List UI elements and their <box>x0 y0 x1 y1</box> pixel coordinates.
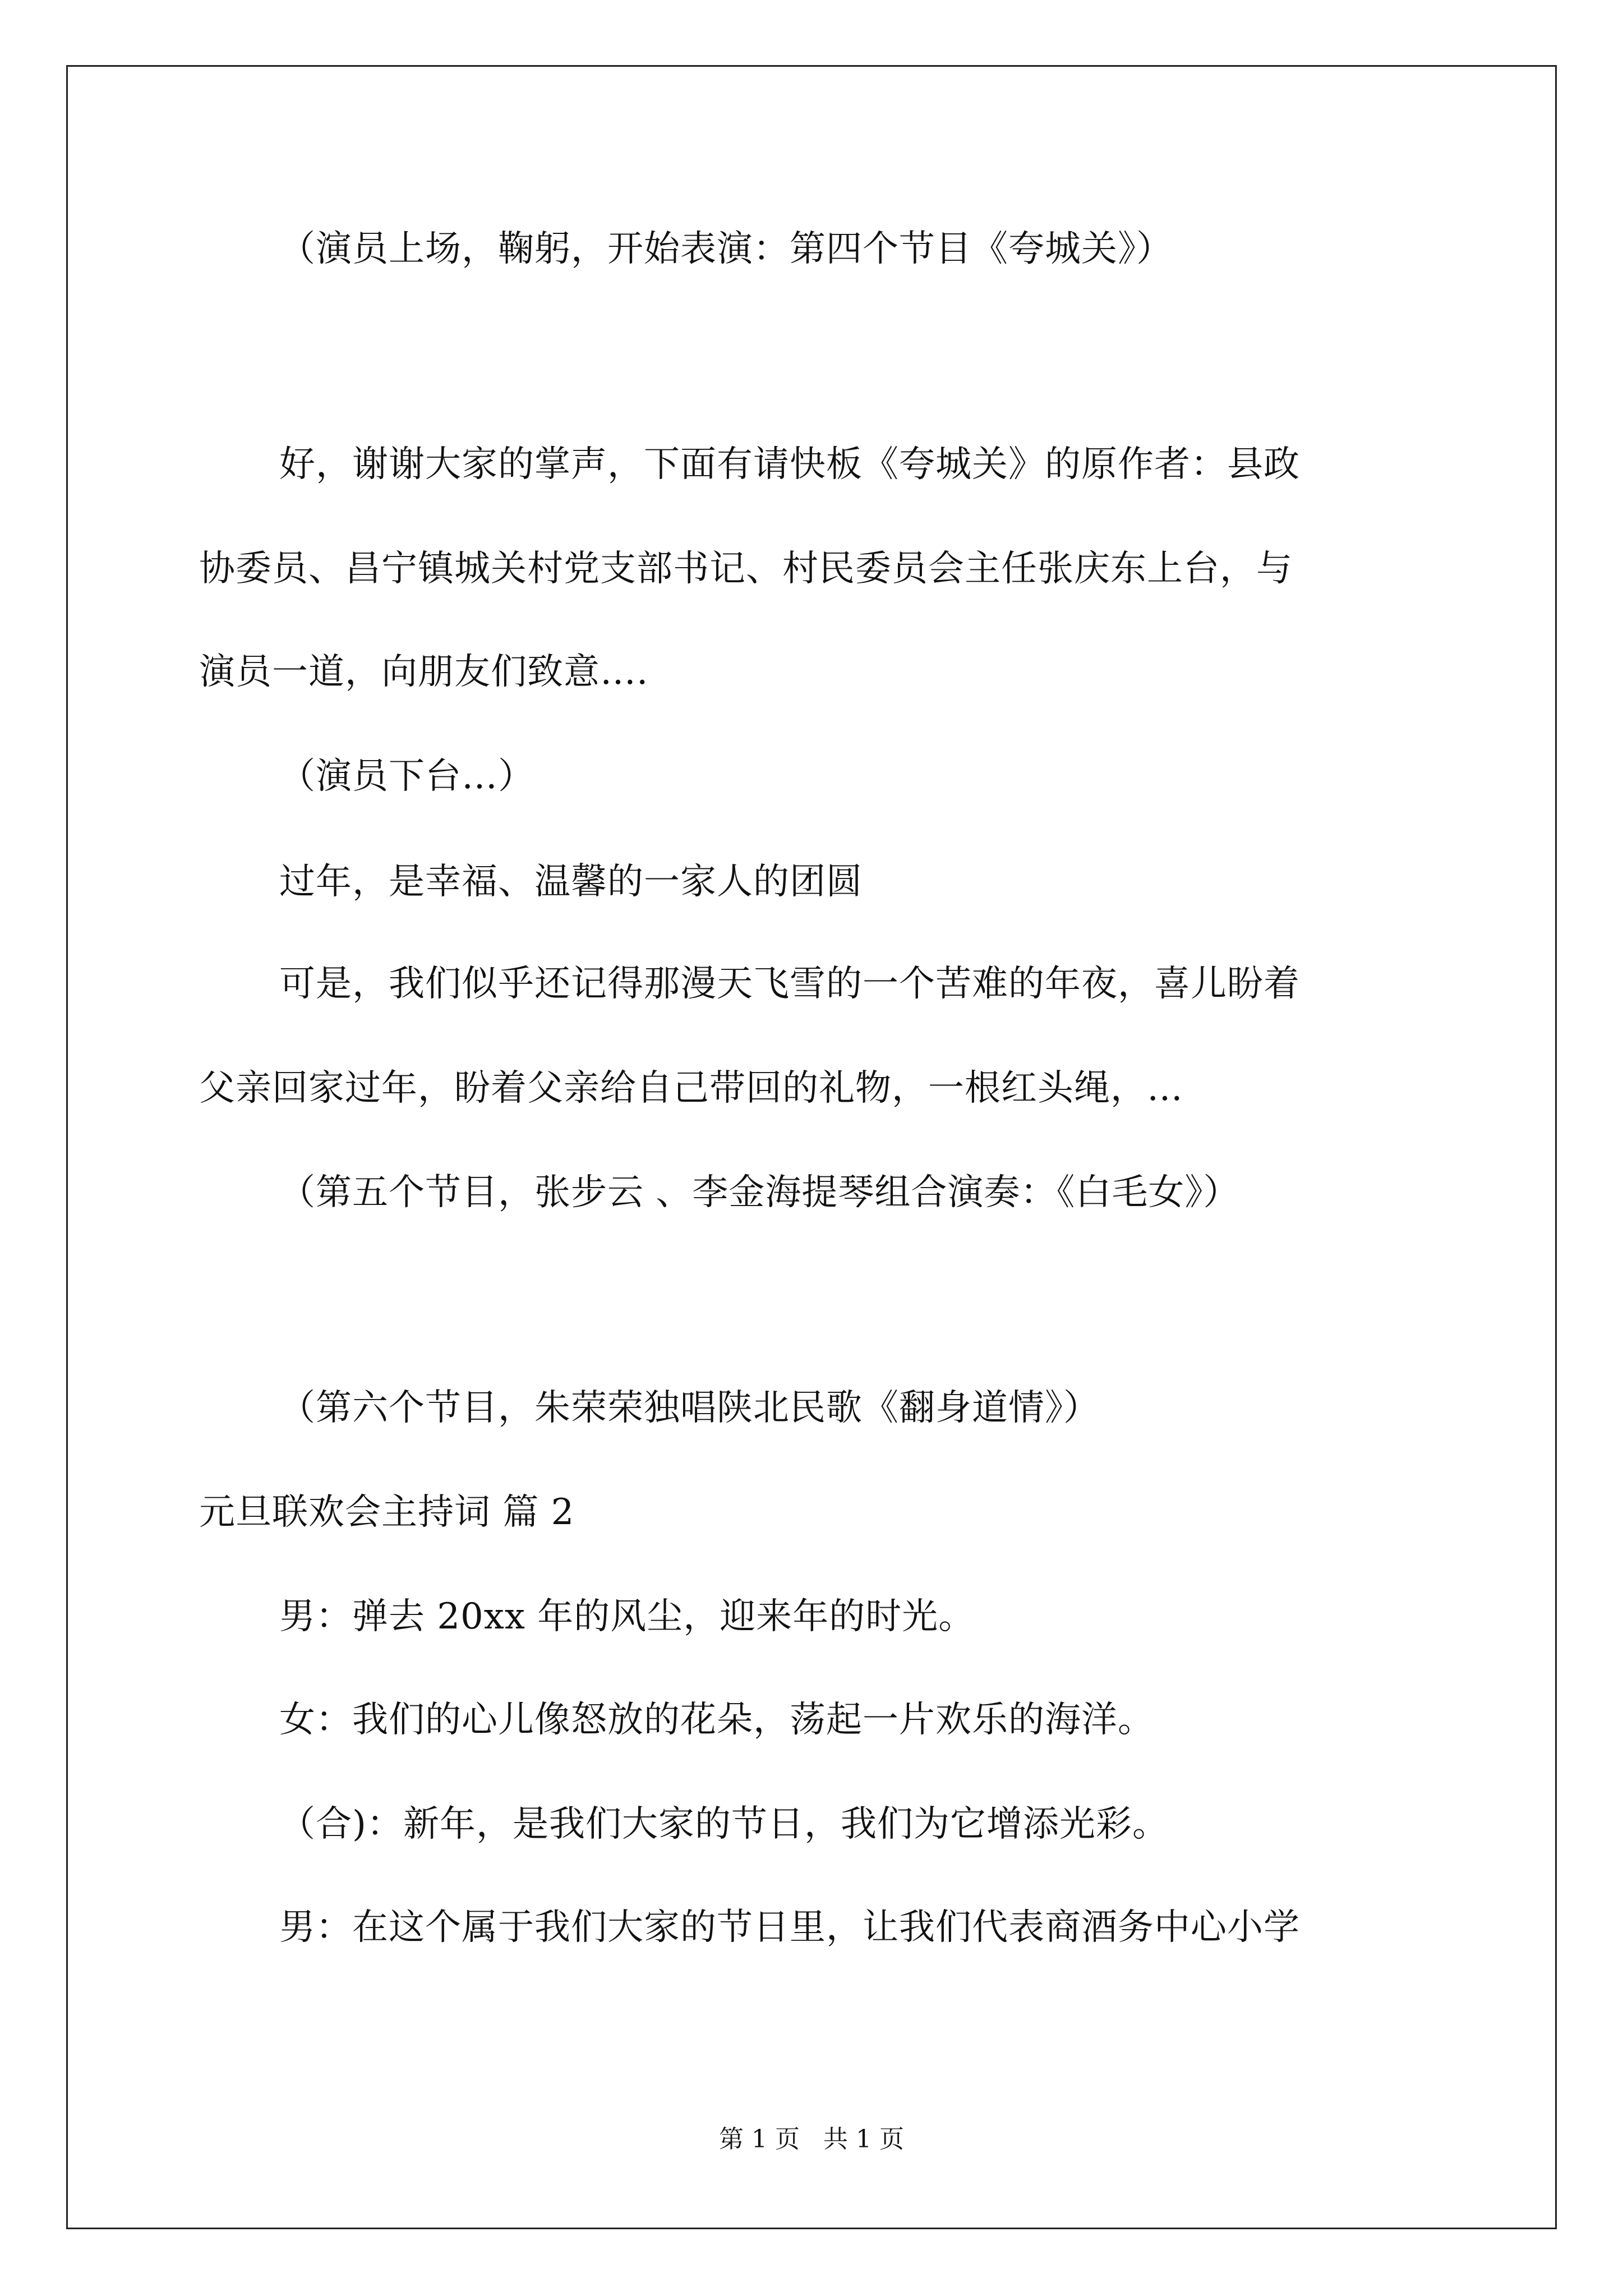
stage-direction-line: （第六个节目，朱荣荣独唱陕北民歌《翻身道情》） <box>279 1387 1100 1429</box>
paragraph-line: 好，谢谢大家的掌声，下面有请快板《夸城关》的原作者：县政 <box>279 444 1300 485</box>
section-heading: 元旦联欢会主持词 篇 2 <box>199 1492 575 1533</box>
paragraph-line: 过年，是幸福、温馨的一家人的团圆 <box>279 861 863 903</box>
dialogue-line: （合)：新年，是我们大家的节日，我们为它增添光彩。 <box>279 1803 1169 1845</box>
dialogue-line: 女：我们的心儿像怒放的花朵，荡起一片欢乐的海洋。 <box>279 1699 1154 1741</box>
stage-direction-line: （演员上场，鞠躬，开始表演：第四个节目《夸城关》） <box>279 228 1173 270</box>
page-footer: 第 1 页 共 1 页 <box>719 2125 904 2154</box>
stage-direction-line: （演员下台…） <box>279 756 534 797</box>
dialogue-line: 男：在这个属于我们大家的节日里，让我们代表商酒务中心小学 <box>279 1907 1300 1948</box>
stage-direction-line: （第五个节目，张步云 、李金海提琴组合演奏：《白毛女》） <box>279 1172 1240 1213</box>
paragraph-line: 可是，我们似乎还记得那漫天飞雪的一个苦难的年夜，喜儿盼着 <box>279 963 1300 1005</box>
paragraph-line: 协委员、昌宁镇城关村党支部书记、村民委员会主任张庆东上台，与 <box>199 548 1293 590</box>
paragraph-line: 演员一道，向朋友们致意…. <box>199 651 649 693</box>
dialogue-line: 男：弹去 20xx 年的风尘，迎来年的时光。 <box>279 1596 975 1637</box>
page-border <box>66 65 1557 2229</box>
paragraph-line: 父亲回家过年，盼着父亲给自己带回的礼物，一根红头绳，… <box>199 1068 1183 1109</box>
